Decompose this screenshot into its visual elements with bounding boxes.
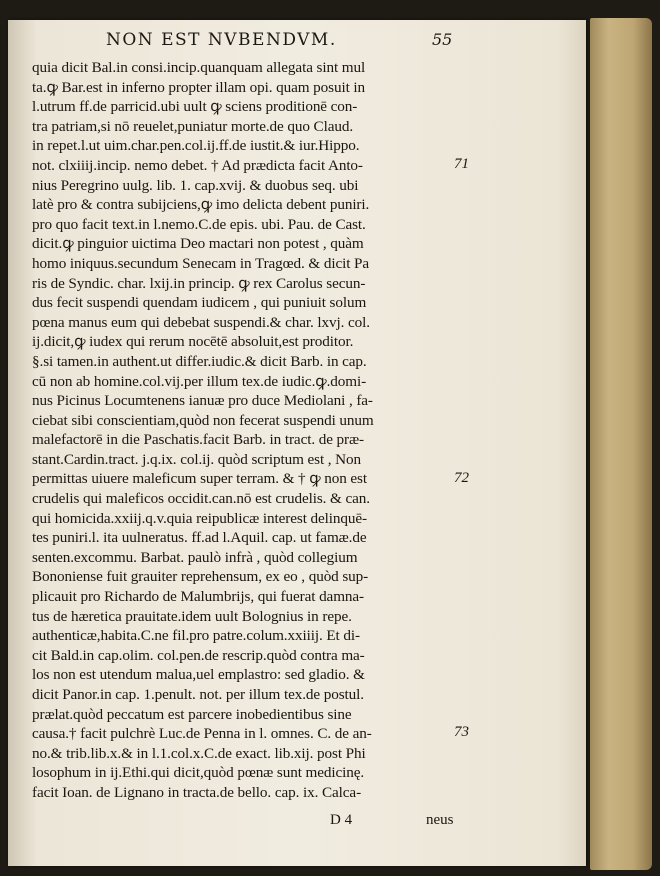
text-line: Bononiense fuit grauiter reprehensum, ex eo , quòd sup- [32,568,369,586]
text-line: ris de Syndic. char. lxij.in princip. ꝙ rex Carolus secun- [32,274,366,292]
text-line: l.utrum ff.de parricid.ubi uult ꝙ sciens proditionē con- [32,98,358,116]
text-line: causa.† facit pulchrè Luc.de Penna in l. omnes. C. de an- [32,725,372,743]
book-page [8,20,586,866]
text-line: cit Bald.in cap.olim. col.pen.de rescrip.quòd contra ma- [32,646,365,664]
running-header: NON EST NVBENDVM. [106,30,337,50]
text-line: dicit.ꝙ pinguior uictima Deo mactari non potest , quàm [32,235,364,253]
text-line: permittas uiuere maleficum super terram. & † ꝙ non est [32,470,367,488]
body-text [32,58,468,803]
catchword: neus [426,812,454,828]
text-line: ciebat sibi conscientiam,quòd non fecerat suspendi unum [32,411,374,429]
text-line: not. clxiiij.incip. nemo debet. † Ad prædicta facit Anto- [32,156,363,174]
text-line: senten.excommu. Barbat. paulò infrà , quòd collegium [32,548,358,566]
text-line: prælat.quòd peccatum est parcere inobedientibus sine [32,705,352,723]
signature-mark: D 4 [330,812,353,828]
margin-note-number: 73 [454,724,469,741]
text-line: malefactorē in die Paschatis.facit Barb. in tract. de præ- [32,431,364,449]
text-line: cū non ab homine.col.vij.per illum tex.de iudic.ꝙ.domi- [32,372,367,390]
text-line: no.& trib.lib.x.& in l.1.col.x.C.de exact. lib.xij. post Phi [32,744,366,762]
text-line: pro quo facit text.in l.nemo.C.de epis. ubi. Pau. de Cast. [32,215,366,233]
text-line: ta.ꝙ Bar.est in inferno propter illam opi. quam posuit in [32,78,366,96]
text-line: dicit Panor.in cap. 1.penult. not. per illum tex.de postul. [32,686,364,703]
text-line: dus fecit suspendi quendam iudicem , qui puniuit solum [32,294,367,312]
text-line: nius Peregrino uulg. lib. 1. cap.xvij. & duobus seq. ubi [32,176,359,194]
text-line: plicauit pro Richardo de Malumbrijs, qui fuerat damna- [32,588,365,606]
text-line: latè pro & contra subijciens,ꝙ imo delicta debent puniri. [32,196,370,214]
text-line: §.si tamen.in authent.ut differ.iudic.& dicit Barb. in cap. [32,352,367,370]
margin-note-number: 72 [454,469,469,486]
text-line: crudelis qui maleficos occidit.can.nō est crudelis. & can. [32,490,370,508]
text-line: stant.Cardin.tract. j.q.ix. col.ij. quòd scriptum est , Non [32,450,362,468]
text-line: pœna manus eum qui debebat suspendi.& char. lxvj. col. [32,313,370,331]
page-number: 55 [432,30,453,49]
book-cover-edge [590,18,652,870]
text-line: homo iniquus.secundum Senecam in Tragœd. & dicit Pa [32,254,370,272]
text-line: facit Ioan. de Lignano in tracta.de bello. cap. ix. Calca- [32,783,362,801]
margin-note-number: 71 [454,156,469,172]
text-line: ij.dicit,ꝙ iudex qui rerum nocētē absoluit,est proditor. [32,333,354,351]
text-line: tra patriam,si nō reuelet,puniatur morte.de quo Claud. [32,117,354,135]
text-line: authenticæ,habita.C.ne fil.pro patre.colum.xxiiij. Et di- [32,627,360,645]
text-line: quia dicit Bal.in consi.incip.quanquam allegata sint mul [32,59,366,76]
text-line: tus de hæretica prauitate.idem uult Bolognius in repe. [32,607,352,625]
text-line: qui homicida.xxiij.q.v.quia reipublicæ interest delinquē- [32,509,367,527]
text-line: tes puniri.l. ita uulneratus. ff.ad l.Aquil. cap. ut famæ.de [32,529,367,547]
text-line: los non est utendum malua,uel emplastro: sed gladio. & [32,666,365,684]
text-line: losophum in ij.Ethi.qui dicit,quòd pœnæ sunt medicinę. [32,764,365,782]
text-line: nus Picinus Locumtenens ianuæ pro duce Mediolani , fa- [32,392,373,410]
text-line: in repet.l.ut uim.char.pen.col.ij.ff.de iustit.& iur.Hippo. [32,137,360,155]
